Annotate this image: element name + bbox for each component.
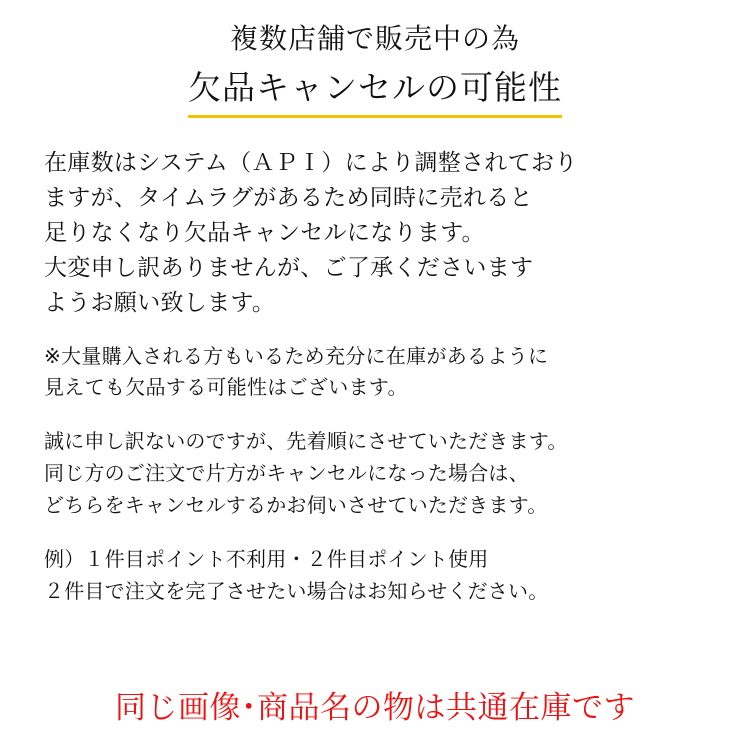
heading-underline [188,115,562,118]
example-paragraph-line: 例）１件目ポイント不利用・２件目ポイント使用 [44,546,489,571]
example-paragraph-line: ２件目で注文を完了させたい場合はお知らせください。 [44,578,549,603]
main-paragraph [44,146,716,321]
heading-line-1: 複数店舗で販売中の為 [229,22,520,55]
note-paragraph [44,341,716,403]
order-paragraph [44,425,716,521]
main-paragraph-line: 足りなくなり欠品キャンセルになります。 [44,219,485,246]
heading-line-2: 欠品キャンセルの可能性 [188,68,562,107]
main-paragraph-line: 大変申し訳ありませんが、ご了承くださいます [44,254,534,281]
note-paragraph-line: 見えても欠品する可能性はございます。 [44,374,408,399]
body-block [0,146,750,607]
note-paragraph-line: ※大量購入される方もいるため充分に在庫があるように [44,343,549,368]
example-paragraph [44,543,716,607]
heading-block [0,0,750,124]
heading-line-2-wrapper [188,64,562,124]
order-paragraph-line: 誠に申し訳ないのですが、先着順にさせていただきます。 [44,428,568,453]
main-paragraph-line: ますが、タイムラグがあるため同時に売れると [44,184,533,211]
order-paragraph-line: 同じ方のご注文で片方がキャンセルになった場合は、 [44,460,529,485]
footer-notice: 同じ画像･商品名の物は共通在庫です [115,689,635,726]
main-paragraph-line: ようお願い致します。 [44,289,276,316]
order-paragraph-line: どちらをキャンセルするかお伺いさせていただきます。 [44,492,548,517]
main-paragraph-line: 在庫数はシステム（ＡＰＩ）により調整されており [44,149,578,176]
